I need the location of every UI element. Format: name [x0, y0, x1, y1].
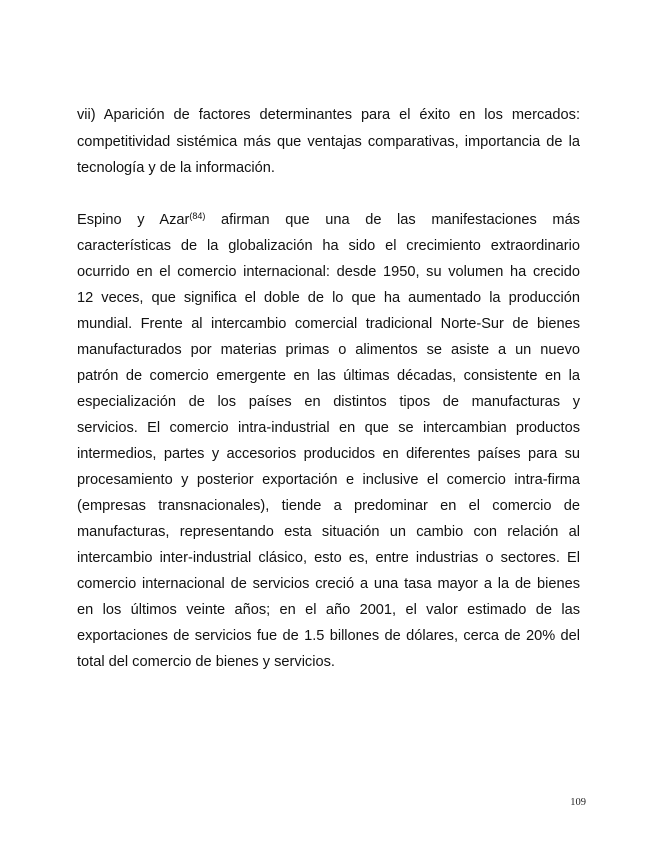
text-line: especialización de los países en distintos tipos de manufacturas y [77, 394, 580, 410]
text-line: en los últimos veinte años; en el año 2001, el valor estimado de las [77, 602, 580, 618]
page-number: 109 [570, 797, 586, 808]
text-line: manufacturas, representando esta situación un cambio con relación al [77, 524, 580, 540]
text-line-with-reference [77, 211, 580, 229]
text-line: intercambio inter-industrial clásico, esto es, entre industrias o sectores. El [77, 550, 580, 566]
text-line: patrón de comercio emergente en las últimas décadas, consistente en la [77, 368, 580, 384]
text-line: mundial. Frente al intercambio comercial tradicional Norte-Sur de bienes [77, 316, 580, 332]
text-line: manufacturados por materias primas o alimentos se asiste a un nuevo [77, 342, 580, 358]
text-line: (empresas transnacionales), tiende a predominar en el comercio de [77, 498, 580, 514]
text-line: vii) Aparición de factores determinantes para el éxito en los mercados: [77, 107, 580, 123]
text-line: características de la globalización ha sido el crecimiento extraordinario [77, 238, 580, 254]
text-line: ocurrido en el comercio internacional: desde 1950, su volumen ha crecido [77, 264, 580, 280]
text-line: servicios. El comercio intra-industrial en que se intercambian productos [77, 420, 580, 436]
author-names: Espino y Azar [77, 212, 190, 228]
text-line: 12 veces, que significa el doble de lo que ha aumentado la producción [77, 290, 580, 306]
footnote-reference: (84) [189, 211, 206, 221]
text-line: comercio internacional de servicios creció a una tasa mayor a la de bienes [77, 576, 580, 592]
text-line: competitividad sistémica más que ventajas comparativas, importancia de la [77, 134, 580, 150]
text-line: exportaciones de servicios fue de 1.5 billones de dólares, cerca de 20% del [77, 628, 580, 644]
text-continuation: afirman que una de las manifestaciones más [205, 212, 580, 228]
text-line: procesamiento y posterior exportación e inclusive el comercio intra-firma [77, 472, 580, 488]
text-line: tecnología y de la información. [77, 160, 275, 176]
text-line: intermedios, partes y accesorios producidos en diferentes países para su [77, 446, 580, 462]
text-line: total del comercio de bienes y servicios. [77, 654, 335, 670]
